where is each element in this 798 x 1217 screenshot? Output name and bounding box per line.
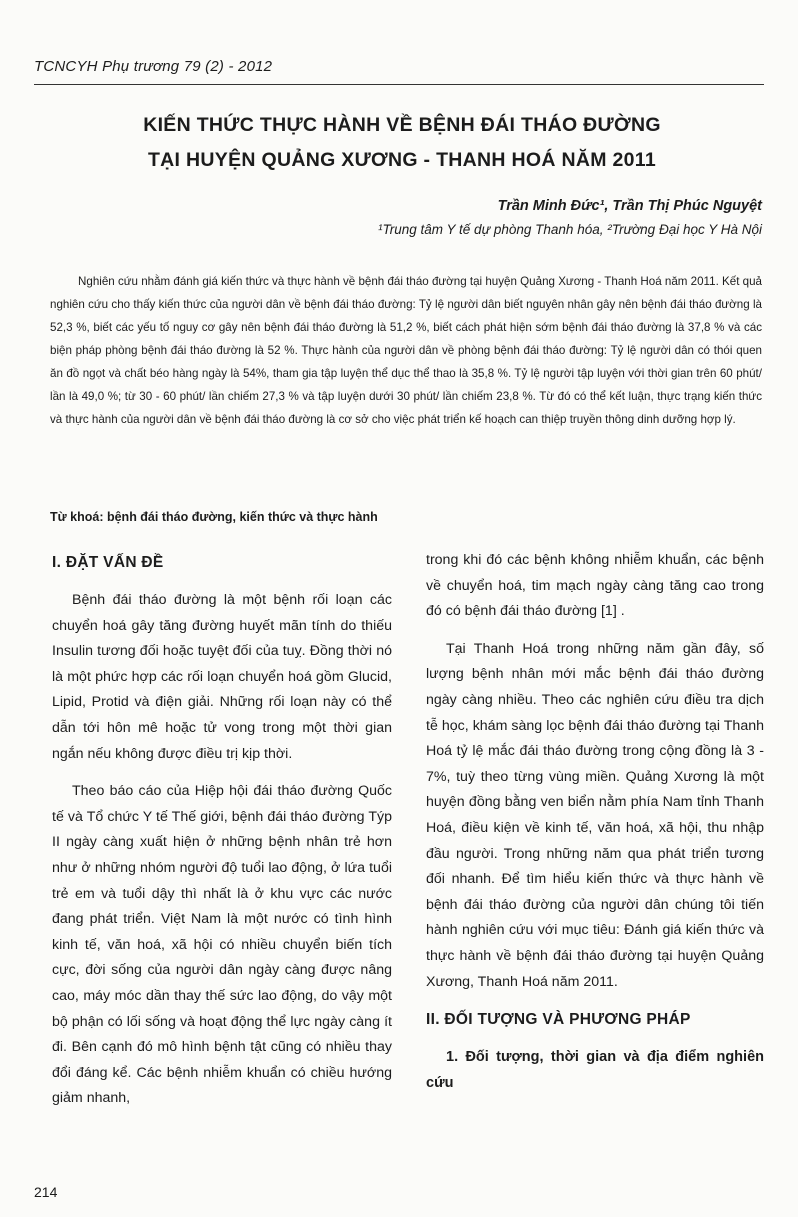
- abstract: [50, 270, 762, 431]
- paragraph: Theo báo cáo của Hiệp hội đái tháo đường Quốc tế và Tổ chức Y tế Thế giới, bệnh đái tháo đường Týp II ngày càng xuất hiện ở những bệnh nhân trẻ hơn như ở những nhóm người độ tuổi lao động, ở lứa tuổi trẻ em và tuổi dậy thì nhất là ở khu vực các nước đang phát triển. Việt Nam là một nước có tình hình kinh tế, văn hoá, xã hội có nhiều chuyển biến tích cực, đời sống của người dân ngày càng được nâng cao, máy móc dần thay thế sức lao động, do vậy một bộ phận có lối sống và hoạt động thể lực ngày càng ít đi. Bên cạnh đó mô hình bệnh tật cũng có nhiều thay đổi đáng kể. Các bệnh nhiễm khuẩn có chiều hướng giảm nhanh,: [52, 783, 392, 1107]
- keywords: Từ khoá: bệnh đái tháo đường, kiến thức và thực hành: [50, 510, 378, 524]
- article-title: [40, 108, 764, 178]
- authors: Trần Minh Đức¹, Trần Thị Phúc Nguyệt: [497, 198, 762, 214]
- paragraph: trong khi đó các bệnh không nhiễm khuẩn, các bệnh về chuyển hoá, tim mạch ngày càng tăng cao trong đó có bệnh đái tháo đường [1] .: [426, 552, 764, 620]
- header-divider: [34, 84, 764, 85]
- title-line-2: TẠI HUYỆN QUẢNG XƯƠNG - THANH HOÁ NĂM 2011: [147, 149, 657, 171]
- section-heading-intro: I. ĐẶT VẤN ĐỀ: [52, 554, 164, 571]
- abstract-text: Nghiên cứu nhằm đánh giá kiến thức và thực hành về bệnh đái tháo đường tại huyện Quảng Xương - Thanh Hoá năm 2011. Kết quả nghiên cứu cho thấy kiến thức của người dân về bệnh đái tháo đường: Tỷ lệ người dân biết nguyên nhân gây nên bệnh đái tháo đường là 52,3 %, biết các yếu tố nguy cơ gây nên bệnh đái tháo đường là 51,2 %, biết cách phát hiện sớm bệnh đái tháo đường là 37,8 % và các biện pháp phòng bệnh đái tháo đường là 52 %. Thực hành của người dân về phòng bệnh đái tháo đường: Tỷ lệ người dân có thói quen ăn đồ ngọt và chất béo hàng ngày là 54%, tham gia tập luyện thể dục thể thao là 35,8 %. Tỷ lệ người tập luyện với thời gian trên 60 phút/ lần là 49,0 %; từ 30 - 60 phút/ lần chiếm 27,3 % và tập luyện dưới 30 phút/ lần chiếm 23,8 %. Từ đó có thể kết luận, thực trạng kiến thức và thực hành của người dân về bệnh đái tháo đường là cơ sở cho việc phát triển kế hoạch can thiệp truyền thông dinh dưỡng hợp lý.: [50, 275, 762, 426]
- paragraph: Bệnh đái tháo đường là một bệnh rối loạn các chuyển hoá gây tăng đường huyết mãn tính do thiếu Insulin tương đối hoặc tuyệt đối của tuỵ. Đồng thời nó là một phức hợp các rối loạn chuyển hoá gồm Glucid, Lipid, Protid và điện giải. Những rối loạn này có thể dẫn tới hôn mê hoặc tử vong trong một thời gian ngắn nếu không được điều trị kịp thời.: [52, 592, 392, 762]
- right-column: [426, 548, 764, 1096]
- subsection-heading: 1. Đối tượng, thời gian và địa điểm nghiên cứu: [426, 1049, 764, 1091]
- title-line-1: KIẾN THỨC THỰC HÀNH VỀ BỆNH ĐÁI THÁO ĐƯỜNG: [143, 114, 661, 136]
- paragraph: Tại Thanh Hoá trong những năm gần đây, số lượng bệnh nhân mới mắc bệnh đái tháo đường ngày càng nhiều. Theo các nghiên cứu điều tra dịch tễ học, khám sàng lọc bệnh đái tháo đường tại Thanh Hoá tỷ lệ mắc đái tháo đường trong cộng đồng là 3 - 7%, tuỳ theo từng vùng miền. Quảng Xương là một huyện đồng bằng ven biển nằm phía Nam tỉnh Thanh Hoá, điều kiện về kinh tế, văn hoá, xã hội, thu nhập đầu người. Trong những năm qua phát triển tương đối nhanh. Để tìm hiểu kiến thức và thực hành về bệnh đái tháo đường của người dân chúng tôi tiến hành nghiên cứu với mục tiêu: Đánh giá kiến thức và thực hành về bệnh đái tháo đường tại huyện Quảng Xương, Thanh Hoá năm 2011.: [426, 640, 764, 990]
- journal-header: TCNCYH Phụ trương 79 (2) - 2012: [34, 58, 273, 75]
- page-number: 214: [34, 1184, 58, 1200]
- affiliations: ¹Trung tâm Y tế dự phòng Thanh hóa, ²Trường Đại học Y Hà Nội: [378, 222, 762, 237]
- left-column: [52, 548, 392, 1124]
- section-heading-methods: II. ĐỐI TƯỢNG VÀ PHƯƠNG PHÁP: [426, 1011, 691, 1029]
